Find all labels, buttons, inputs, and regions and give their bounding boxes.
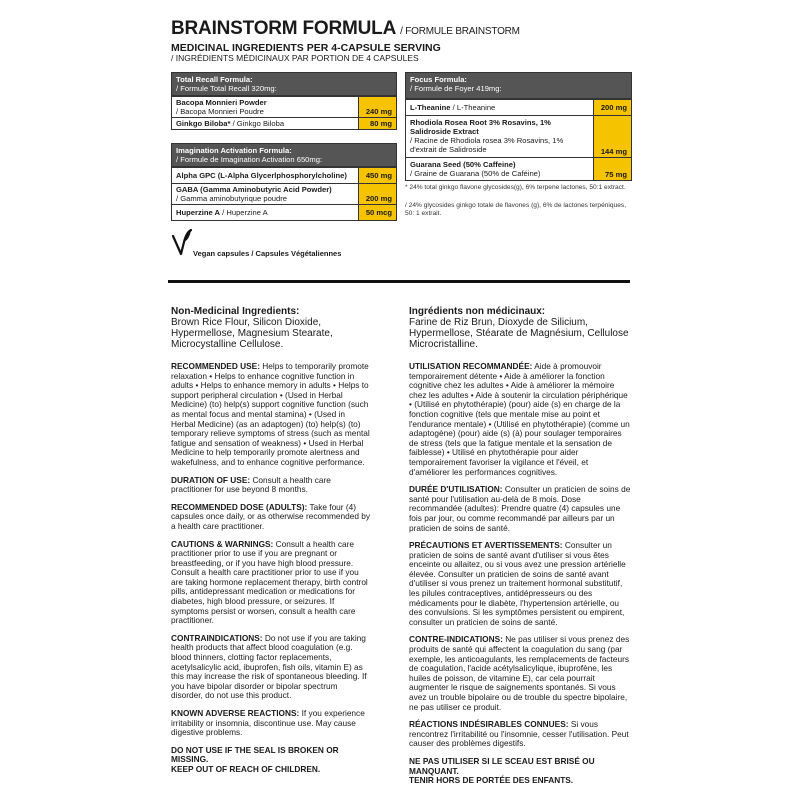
table-row: [406, 115, 631, 157]
duration-of-use: [171, 476, 371, 495]
ingredient-amount: 50 mcg: [358, 205, 396, 220]
ingredient-name-fr: / L-Theanine: [452, 103, 496, 112]
section-label: CONTRAINDICATIONS:: [171, 632, 263, 643]
serving-heading-fr: / INGRÉDIENTS MÉDICINAUX PAR PORTION DE 4 CAPSULES: [171, 53, 419, 63]
ingredient-name-fr: / Bacopa Monnieri Poudre: [176, 107, 264, 116]
contraindications: [171, 634, 371, 701]
ingredient-name: Huperzine A: [176, 208, 221, 217]
table-header: [172, 144, 396, 167]
french-column: [409, 306, 631, 794]
table-row: [172, 167, 396, 183]
title-fr: / FORMULE BRAINSTORM: [400, 26, 520, 37]
ingredient-name: Alpha GPC (L-Alpha Glycerlphosphorylcholine): [176, 171, 347, 180]
table-title: Total Recall Formula:: [176, 75, 253, 84]
section-label: RECOMMENDED DOSE (ADULTS):: [171, 501, 308, 512]
cautions-warnings: [409, 541, 631, 627]
table-header: [406, 73, 631, 99]
footnote-en: * 24% total ginkgo flavone glycosides(g), 6% terpene lactones, 50:1 extract.: [405, 184, 626, 191]
section-label: PRÉCAUTIONS ET AVERTISSEMENTS:: [409, 540, 563, 551]
ingredient-amount: 450 mg: [358, 168, 396, 183]
section-label: RECOMMENDED USE:: [171, 361, 260, 371]
section-text: Consult a health care practitioner prior to use if you are pregnant or breastfeeding, or if you have high blood pressure. Consult a health care practitioner prior to use if you are taking hormone replacement therapy, birth control pills, antidepressant medication or medications for diabetes, high blood pressure, or seizures. If symptoms persist or worsen, consult a health care practitioner.: [171, 538, 368, 626]
table-row: [172, 96, 396, 117]
ingredient-amount: 80 mg: [358, 118, 396, 129]
table-subtitle: / Formule de Foyer 419mg:: [410, 84, 502, 93]
section-text: Do not use if you are taking health products that affect blood coagulation (e.g. blood thinners, clotting factor replacements, acetylsalicylic acid, ibuprofen, fish oils, vitamin E) as this may increase the risk of spontaneous bleeding. If you have bipolar disorder or bipolar spectrum disorder, do not use this product.: [171, 632, 367, 701]
nonmed-title: Non-Medicinal Ingredients:: [171, 306, 300, 317]
recommended-use: [171, 362, 371, 468]
section-text: Helps to temporarily promote relaxation • Helps to enhance cognitive function in adults • Helps to enhance memory in adults • Helps to support peripheral circulation • (Used in Herbal Medicine) (to) help(s) support cognitive function (such as mental focus and mental stamina) • (Used in Herbal Medicine) (as an adaptogen) (to) help(s) (to) temporary relieve symptoms of stress (such as mental fatigue and sensation of weakness) • Used in Herbal Medicine to help temporarily promote alertness and wakefulness, and to enhance cognitive performance.: [171, 361, 370, 467]
table-row: [172, 117, 396, 129]
section-text: Ne pas utiliser si vous prenez des produits de santé qui affectent la coagulation du sang (par exemple, les anticoagulants, les remplacements de facteurs de coagulation, l'acide acétylsalicylique, ibuprofène, les huiles de poisson, de vitamine E), car cela pourrait augmenter le risque de saignements spontanés. Si vous avez un trouble bipolaire ou de trouble du spectre bipolaire, ne pas utiliser ce produit.: [409, 634, 630, 712]
nonmed-text: Farine de Riz Brun, Dioxyde de Silicium, Hypermellose, Stéarate de Magnésium, Cellulose Microcristalline.: [409, 317, 629, 350]
ingredient-name-fr: / Racine de Rhodiola rosea 3% Rosavins, 1% d'extrait de Salidroside: [410, 136, 564, 154]
total-recall-table: [171, 72, 397, 130]
ingredient-name: Rhodiola Rosea Root 3% Rosavins, 1% Salidroside Extract: [410, 118, 551, 136]
section-label: CONTRE-INDICATIONS:: [409, 634, 503, 645]
title-en: BRAINSTORM FORMULA: [171, 18, 397, 39]
ingredient-name: Bacopa Monnieri Powder: [176, 98, 267, 107]
warning-line: KEEP OUT OF REACH OF CHILDREN.: [171, 763, 321, 774]
cautions-warnings: [171, 540, 371, 626]
section-text: Aide à promouvoir temporairement détente • Aide à améliorer la fonction cognitive chez les adultes • Aide à améliorer la mémoire chez les adultes • Aide à soutenir la circulation périphérique • (Utilisé en phytothérapie) (pour) aide (s) en charge de la fonction cognitive (tels que mentale mise au point et l'endurance mentale) • (Utilisé en phytothérapie) (comme un adaptogène) (pour) aide (s) (à) pour soulager temporaires de stress (tels que la fatigue mentale et la sensation de faiblesse) • Utilisé en phytothérapie pour aider temporairement favoriser la vigilance et l'éveil, et d'améliorer les performances cognitives.: [409, 361, 630, 477]
section-text: Consulter un praticien de soins de santé avant d'utiliser si vous êtes enceinte ou allaitez, ou si vous avez une pression artérielle élevée. Consulter un praticien de soins de santé avant d'utiliser si vous prenez un traitement hormonal substitutif, les pilules contraceptives, antidépresseurs ou des médicaments pour le diabète, l'hypertension artérielle, ou des convulsions. Si les symptômes persistent ou empirent, consulter un praticien de soins de santé.: [409, 540, 626, 627]
ingredient-name: GABA (Gamma Aminobutyric Acid Powder): [176, 185, 332, 194]
section-label: KNOWN ADVERSE REACTIONS:: [171, 708, 300, 718]
footnote-fr: / 24% glycosides ginkgo totale de flavones (g), 6% de lactones terpéniques, 50: 1 extrait.: [405, 202, 627, 217]
english-column: [171, 306, 371, 783]
ingredient-name: L-Theanine: [410, 103, 451, 112]
ingredient-amount: 200 mg: [358, 184, 396, 204]
warning-line: DO NOT USE IF THE SEAL IS BROKEN OR MISSING.: [171, 744, 339, 765]
section-text: Take four (4) capsules once daily, or as otherwise recommended by a health care practitioner.: [171, 501, 371, 531]
section-text: Consulter un praticien de soins de santé pour l'utilisation au-delà de 8 mois. Dose recommandée (adultes): Prendre quatre (4) capsules une fois par jour, ou comme recommandé par ailleurs par un praticien de soins de santé.: [409, 484, 631, 533]
section-label: RÉACTIONS INDÉSIRABLES CONNUES:: [409, 719, 569, 730]
section-label: DURÉE D'UTILISATION:: [409, 484, 503, 495]
warning-line: TENIR HORS DE PORTÉE DES ENFANTS.: [409, 775, 574, 786]
imagination-activation-table: [171, 143, 397, 221]
table-header: [172, 73, 396, 96]
contraindications: [409, 635, 631, 712]
seal-warning: [171, 746, 371, 775]
product-title: [171, 18, 520, 40]
vegan-label: Vegan capsules / Capsules Végétaliennes: [193, 249, 342, 258]
table-row: [172, 183, 396, 204]
ingredient-name-fr: / Gamma aminobutyrique poudre: [176, 194, 288, 203]
section-label: DURATION OF USE:: [171, 474, 251, 485]
table-title: Imagination Activation Formula:: [176, 146, 292, 155]
section-text: Consult a health care practitioner for use beyond 8 months.: [171, 474, 331, 495]
table-subtitle: / Formule Total Recall 320mg:: [176, 84, 277, 93]
warning-line: NE PAS UTILISER SI LE SCEAU EST BRISÉ OU MANQUANT.: [409, 755, 595, 776]
ingredient-name: Guarana Seed (50% Caffeine): [410, 160, 516, 169]
section-label: CAUTIONS & WARNINGS:: [171, 538, 274, 549]
table-row: [172, 204, 396, 220]
ingredient-name-fr: / Ginkgo Biloba: [232, 119, 285, 128]
adverse-reactions: [409, 720, 631, 749]
adverse-reactions: [171, 709, 371, 738]
table-row: [406, 157, 631, 180]
divider: [168, 280, 630, 283]
recommended-use: [409, 362, 631, 477]
focus-formula-table: [405, 72, 632, 181]
section-text: If you experience irritability or insomnia, discontinue use. May cause digestive problems.: [171, 708, 365, 738]
ingredient-amount: 75 mg: [593, 158, 631, 180]
ingredient-name-fr: / Huperzine A: [222, 208, 268, 217]
ingredient-name-fr: / Graine de Guarana (50% de Caféine): [410, 169, 541, 178]
seal-warning: [409, 757, 631, 786]
table-title: Focus Formula:: [410, 75, 467, 84]
recommended-dose: [171, 503, 371, 532]
leaf-check-icon: [172, 228, 192, 261]
ingredient-amount: 144 mg: [593, 116, 631, 157]
ingredient-amount: 240 mg: [358, 97, 396, 117]
duration-of-use: [409, 485, 631, 533]
nonmed-title: Ingrédients non médicinaux:: [409, 306, 546, 317]
section-label: UTILISATION RECOMMANDÉE:: [409, 361, 533, 371]
ingredient-amount: 200 mg: [593, 100, 631, 115]
table-subtitle: / Formule de Imagination Activation 650mg:: [176, 155, 323, 164]
ingredient-name: Ginkgo Biloba*: [176, 119, 231, 128]
section-text: Si vous rencontrez l'irritabilité ou l'insomnie, cesser l'utilisation. Peut causer des problèmes digestifs.: [409, 719, 629, 749]
table-row: [406, 99, 631, 115]
nonmed-text: Brown Rice Flour, Silicon Dioxide, Hypermellose, Magnesium Stearate, Microcystalline Cellulose.: [171, 317, 333, 350]
serving-heading: MEDICINAL INGREDIENTS PER 4-CAPSULE SERVING: [171, 42, 441, 54]
